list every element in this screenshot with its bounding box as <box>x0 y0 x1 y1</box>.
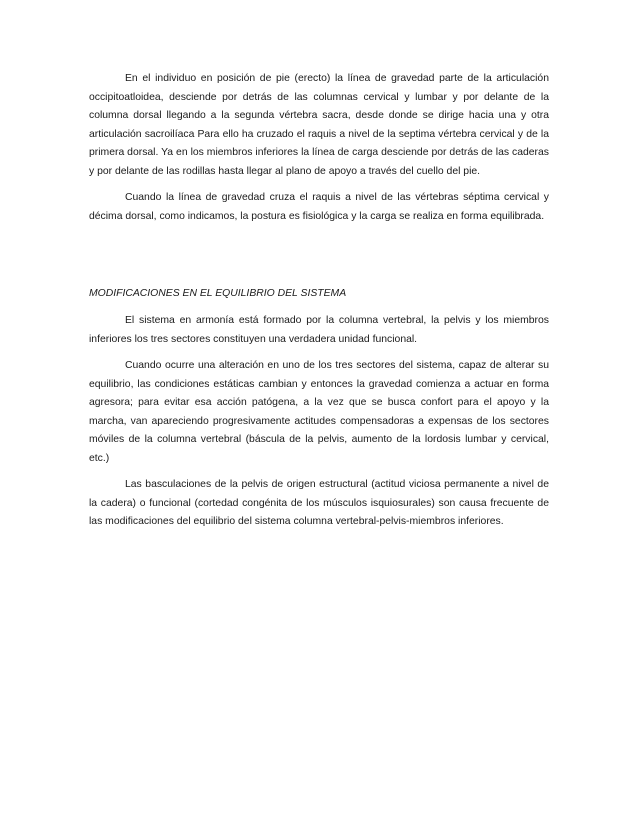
paragraph-alteration: Cuando ocurre una alteración en uno de los tres sectores del sistema, capaz de alterar su equilibrio, las condiciones estáticas cambian y entonces la gravedad comienza a actuar en forma agresora; para evitar esa acción patógena, a la vez que se busca confort para el apoyo y la marcha, van apareciendo progresivamente actitudes compensadoras a expensas de los sectores móviles de la columna vertebral (báscula de la pelvis, aumento de la lordosis lumbar y cervical, etc.) <box>89 360 549 464</box>
section-heading: MODIFICACIONES EN EL EQUILIBRIO DEL SISTEMA <box>89 288 347 299</box>
section-body <box>89 312 549 540</box>
document-page <box>89 70 549 527</box>
paragraph-gravity-line: En el individuo en posición de pie (erecto) la línea de gravedad parte de la articulación occipitoatloidea, desciende por detrás de las columnas cervical y lumbar y por delante de la columna dorsal llegando a la segunda vértebra sacra, desde donde se dirige hacia una y otra articulación sacroilíaca Para ello ha cruzado el raquis a nivel de la septima vértebra cervical y de la primera dorsal. Ya en los miembros inferiores la línea de carga desciende por detrás de las caderas y por delante de las rodillas hasta llegar al plano de apoyo a través del cuello del pie. <box>89 73 549 177</box>
paragraph-system-harmony: El sistema en armonía está formado por la columna vertebral, la pelvis y los miembros inferiores los tres sectores constituyen una verdadera unidad funcional. <box>89 315 549 345</box>
paragraph-pelvis-basculation: Las basculaciones de la pelvis de origen estructural (actitud viciosa permanente a nivel de la cadera) o funcional (cortedad congénita de los músculos isquiosurales) son causa frecuente de las modificaciones del equilibrio del sistema columna vertebral-pelvis-miembros inferiores. <box>89 479 549 527</box>
paragraph-physiological-posture: Cuando la línea de gravedad cruza el raquis a nivel de las vértebras séptima cervical y décima dorsal, como indicamos, la postura es fisiológica y la carga se realiza en forma equilibrada. <box>89 192 549 222</box>
